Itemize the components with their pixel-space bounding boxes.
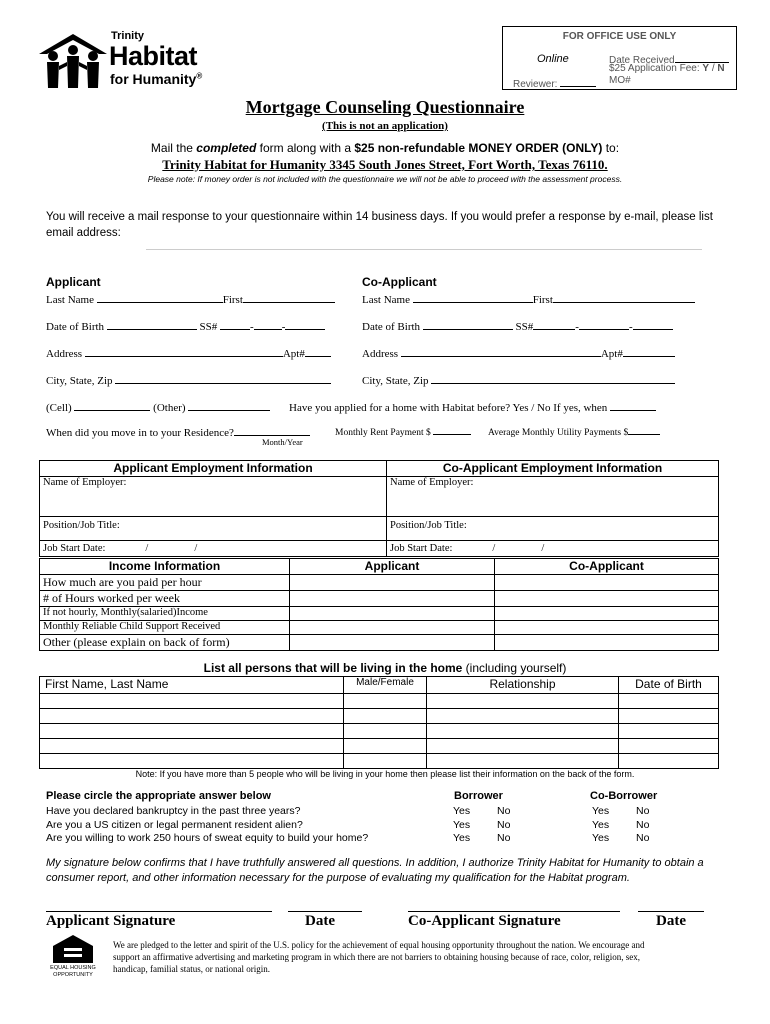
borrower-yes[interactable]: Yes	[453, 832, 471, 844]
household-cell[interactable]	[344, 694, 427, 709]
applicant-position-cell[interactable]: Position/Job Title:	[40, 517, 387, 541]
income-coapplicant-cell[interactable]	[495, 621, 719, 635]
income-row-label: Monthly Reliable Child Support Received	[40, 621, 290, 635]
office-date-received: Date Received	[609, 51, 729, 66]
household-cell[interactable]	[619, 739, 719, 754]
income-table	[39, 558, 719, 651]
coapplicant-dob-ss-field[interactable]: Date of Birth SS# - -	[362, 318, 673, 333]
household-cell[interactable]	[619, 694, 719, 709]
office-use-box	[502, 26, 737, 90]
household-note: Note: If you have more than 5 people who will be living in your home then please list their information on the back of the form.	[135, 769, 635, 779]
coborrower-no[interactable]: No	[636, 819, 650, 831]
household-col-dob: Date of Birth	[619, 677, 719, 694]
money-order-note: Please note: If money order is not included with the questionnaire we will not be able to proceed with the assessment process.	[147, 174, 623, 184]
coapplicant-signature-line[interactable]	[408, 911, 620, 912]
applicant-address-field[interactable]: Address Apt#	[46, 345, 331, 360]
question-row: Are you a US citizen or legal permanent resident alien?	[46, 819, 303, 831]
household-cell[interactable]	[344, 724, 427, 739]
income-applicant-cell[interactable]	[290, 591, 495, 607]
income-coapplicant-cell[interactable]	[495, 607, 719, 621]
income-applicant-cell[interactable]	[290, 575, 495, 591]
income-row-label: Other (please explain on back of form)	[40, 635, 290, 651]
household-cell[interactable]	[619, 709, 719, 724]
applicant-employer-cell[interactable]: Name of Employer:	[40, 477, 387, 517]
household-cell[interactable]	[344, 739, 427, 754]
household-cell[interactable]	[40, 754, 344, 769]
date2-label: Date	[656, 913, 686, 929]
household-cell[interactable]	[344, 709, 427, 724]
habitat-house-icon	[37, 32, 109, 90]
borrower-no[interactable]: No	[497, 832, 511, 844]
coborrower-yes[interactable]: Yes	[592, 819, 610, 831]
household-table	[39, 676, 719, 769]
borrower-no[interactable]: No	[497, 819, 511, 831]
applicant-city-field[interactable]: City, State, Zip	[46, 372, 331, 387]
applicant-start-cell[interactable]: Job Start Date: / /	[40, 541, 387, 557]
coborrower-heading: Co-Borrower	[590, 790, 658, 802]
coapplicant-heading: Co-Applicant	[362, 275, 437, 289]
question-row: Have you declared bankruptcy in the past three years?	[46, 805, 301, 817]
date2-line[interactable]	[638, 911, 704, 912]
income-coapplicant-cell[interactable]	[495, 591, 719, 607]
household-cell[interactable]	[619, 754, 719, 769]
logo-habitat: Habitat	[109, 41, 198, 71]
household-cell[interactable]	[427, 739, 619, 754]
applicant-signature-line[interactable]	[46, 911, 272, 912]
moved-in-field[interactable]: When did you move in to your Residence?	[46, 424, 310, 439]
question-row: Are you willing to work 250 hours of sweat equity to build your home?	[46, 832, 369, 844]
income-heading: Income Information	[40, 559, 290, 575]
household-cell[interactable]	[40, 739, 344, 754]
income-coapplicant-cell[interactable]	[495, 635, 719, 651]
household-cell[interactable]	[427, 709, 619, 724]
borrower-heading: Borrower	[454, 790, 503, 802]
equal-housing-logo	[46, 934, 100, 980]
income-row-label: # of Hours worked per week	[40, 591, 290, 607]
income-applicant-cell[interactable]	[290, 607, 495, 621]
office-title: FOR OFFICE USE ONLY	[562, 31, 677, 42]
page-subtitle: (This is not an application)	[322, 120, 448, 132]
coborrower-yes[interactable]: Yes	[592, 832, 610, 844]
date-label: Date	[305, 913, 335, 929]
logo-trinity: Trinity	[111, 30, 145, 42]
household-col-relationship: Relationship	[427, 677, 619, 694]
response-instructions: You will receive a mail response to your questionnaire within 14 business days. If you would prefer a response by e-mail, please list email address:	[46, 211, 713, 239]
household-cell[interactable]	[40, 694, 344, 709]
coapplicant-start-cell[interactable]: Job Start Date: / /	[387, 541, 719, 557]
date-line[interactable]	[288, 911, 362, 912]
mail-instructions: Mail the completed form along with a $25 non-refundable MONEY ORDER (ONLY) to:	[150, 141, 620, 155]
coapplicant-city-field[interactable]: City, State, Zip	[362, 372, 675, 387]
equal-housing-icon	[52, 934, 94, 964]
applicant-name-field[interactable]: Last Name First	[46, 291, 335, 306]
page-title: Mortgage Counseling Questionnaire	[245, 97, 525, 117]
certification-text: My signature below confirms that I have truthfully answered all questions. In addition, I authorize Trinity Habitat for Humanity to obtain a consumer report, and other information necessary for the purpose of evaluating my qualification for the Habitat program.	[46, 857, 704, 884]
household-cell[interactable]	[427, 754, 619, 769]
coapplicant-employment-heading: Co-Applicant Employment Information	[387, 461, 719, 477]
household-title: List all persons that will be living in the home (including yourself)	[203, 661, 567, 675]
household-cell[interactable]	[40, 709, 344, 724]
logo-humanity: for Humanity®	[110, 71, 203, 87]
coborrower-no[interactable]: No	[636, 805, 650, 817]
household-cell[interactable]	[427, 724, 619, 739]
income-col-applicant: Applicant	[290, 559, 495, 575]
household-cell[interactable]	[344, 754, 427, 769]
office-mo: MO#	[609, 75, 631, 86]
household-cell[interactable]	[427, 694, 619, 709]
month-year-hint: Month/Year	[262, 437, 303, 447]
coborrower-no[interactable]: No	[636, 832, 650, 844]
pledge-text: We are pledged to the letter and spirit of the U.S. policy for the achievement of equal housing opportunity throughout the nation. We encourage and support an affirmative advertising and marketing program in which there are not barriers to obtaining housing because of race, color, religion, sex, handicap, familial status, or national origin.	[113, 940, 645, 974]
habitat-logo	[37, 30, 207, 92]
applied-before-field[interactable]: Have you applied for a home with Habitat before? Yes / No If yes, when	[289, 399, 656, 414]
household-col-name: First Name, Last Name	[40, 677, 344, 694]
applicant-dob-ss-field[interactable]: Date of Birth SS# - -	[46, 318, 325, 333]
utility-field[interactable]: Average Monthly Utility Payments $	[488, 425, 660, 438]
office-online: Online	[537, 53, 569, 65]
applicant-employment-heading: Applicant Employment Information	[40, 461, 387, 477]
email-line[interactable]	[146, 249, 702, 250]
income-row-label: How much are you paid per hour	[40, 575, 290, 591]
office-reviewer: Reviewer:	[513, 75, 596, 90]
income-applicant-cell[interactable]	[290, 635, 495, 651]
mail-address: Trinity Habitat for Humanity 3345 South Jones Street, Fort Worth, Texas 76110.	[162, 157, 608, 172]
ehl-line1: EQUAL HOUSING	[50, 965, 96, 971]
income-applicant-cell[interactable]	[290, 621, 495, 635]
coapplicant-position-cell[interactable]: Position/Job Title:	[387, 517, 719, 541]
coapplicant-address-field[interactable]: Address Apt#	[362, 345, 675, 360]
employment-table	[39, 460, 719, 557]
questions-heading: Please circle the appropriate answer below	[46, 790, 271, 802]
borrower-yes[interactable]: Yes	[453, 819, 471, 831]
office-fee: $25 Application Fee: Y / N	[609, 63, 725, 74]
ehl-line2: OPPORTUNITY	[53, 972, 93, 978]
coapplicant-name-field[interactable]: Last Name First	[362, 291, 695, 306]
household-cell[interactable]	[40, 724, 344, 739]
income-coapplicant-cell[interactable]	[495, 575, 719, 591]
income-row-label: If not hourly, Monthly(salaried)Income	[40, 607, 290, 621]
household-cell[interactable]	[619, 724, 719, 739]
coapplicant-signature-label: Co-Applicant Signature	[408, 913, 561, 929]
borrower-yes[interactable]: Yes	[453, 805, 471, 817]
coborrower-yes[interactable]: Yes	[592, 805, 610, 817]
phone-fields[interactable]: (Cell) (Other)	[46, 399, 270, 414]
applicant-signature-label: Applicant Signature	[46, 913, 176, 929]
applicant-heading: Applicant	[46, 275, 101, 289]
rent-field[interactable]: Monthly Rent Payment $	[335, 425, 471, 438]
coapplicant-employer-cell[interactable]: Name of Employer:	[387, 477, 719, 517]
household-col-sex: Male/Female	[344, 677, 427, 694]
borrower-no[interactable]: No	[497, 805, 511, 817]
income-col-coapplicant: Co-Applicant	[495, 559, 719, 575]
